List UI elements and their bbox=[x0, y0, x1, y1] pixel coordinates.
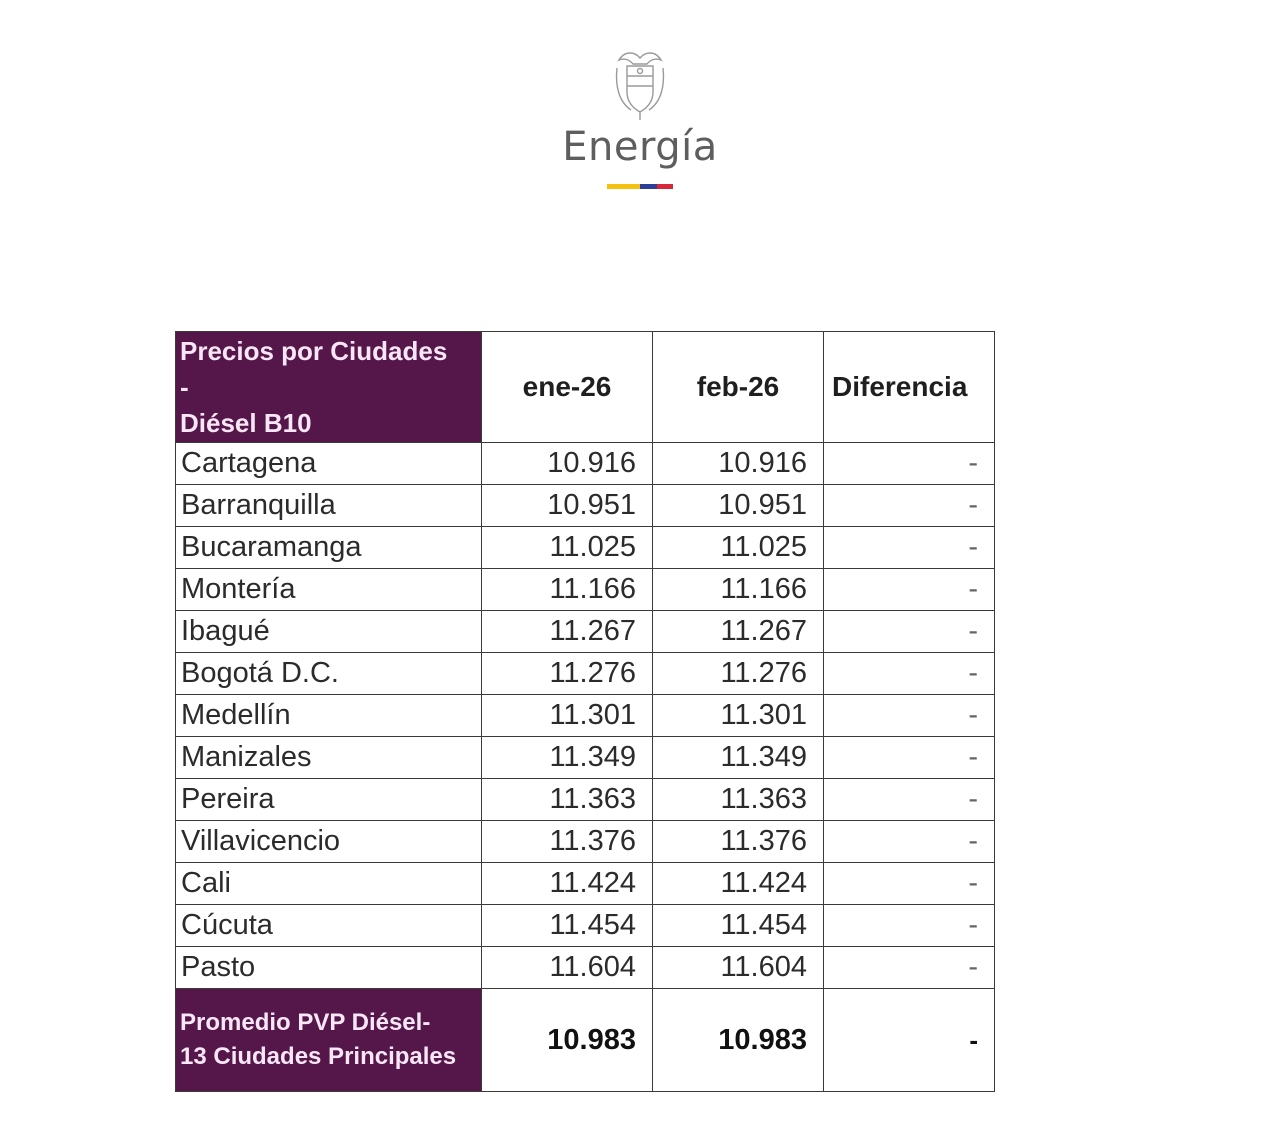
price-ene: 10.951 bbox=[482, 485, 653, 527]
price-diff: - bbox=[824, 821, 995, 863]
price-ene: 11.349 bbox=[482, 737, 653, 779]
table-row bbox=[176, 947, 995, 989]
price-diff: - bbox=[824, 695, 995, 737]
title-line-2: - bbox=[180, 372, 189, 402]
price-feb: 11.363 bbox=[653, 779, 824, 821]
diesel-price-table bbox=[175, 331, 995, 1092]
city-name: Manizales bbox=[176, 737, 482, 779]
table-row bbox=[176, 485, 995, 527]
price-diff: - bbox=[824, 863, 995, 905]
price-ene: 11.276 bbox=[482, 653, 653, 695]
table-title-cell bbox=[176, 332, 482, 443]
price-feb: 11.301 bbox=[653, 695, 824, 737]
city-name: Bogotá D.C. bbox=[176, 653, 482, 695]
table-row bbox=[176, 863, 995, 905]
price-ene: 11.454 bbox=[482, 905, 653, 947]
column-header-diferencia: Diferencia bbox=[824, 332, 995, 443]
price-ene: 10.916 bbox=[482, 443, 653, 485]
price-diff: - bbox=[824, 905, 995, 947]
flag-bar bbox=[607, 184, 673, 189]
price-ene: 11.025 bbox=[482, 527, 653, 569]
table-row bbox=[176, 905, 995, 947]
average-diff: - bbox=[824, 989, 995, 1092]
table-row bbox=[176, 611, 995, 653]
average-label-line-1: Promedio PVP Diésel- bbox=[180, 1009, 431, 1036]
table-row bbox=[176, 737, 995, 779]
price-ene: 11.424 bbox=[482, 863, 653, 905]
price-diff: - bbox=[824, 527, 995, 569]
price-feb: 11.376 bbox=[653, 821, 824, 863]
flag-red bbox=[657, 184, 674, 189]
city-name: Cali bbox=[176, 863, 482, 905]
table-row bbox=[176, 821, 995, 863]
average-label-cell bbox=[176, 989, 482, 1092]
city-name: Pasto bbox=[176, 947, 482, 989]
city-name: Ibagué bbox=[176, 611, 482, 653]
city-name: Cúcuta bbox=[176, 905, 482, 947]
price-ene: 11.376 bbox=[482, 821, 653, 863]
price-feb: 10.916 bbox=[653, 443, 824, 485]
price-feb: 11.604 bbox=[653, 947, 824, 989]
title-line-1: Precios por Ciudades bbox=[180, 336, 448, 366]
price-diff: - bbox=[824, 443, 995, 485]
price-diff: - bbox=[824, 611, 995, 653]
price-diff: - bbox=[824, 653, 995, 695]
table-row bbox=[176, 527, 995, 569]
colombia-coat-of-arms-icon bbox=[607, 46, 673, 122]
price-feb: 11.025 bbox=[653, 527, 824, 569]
price-feb: 11.424 bbox=[653, 863, 824, 905]
city-name: Barranquilla bbox=[176, 485, 482, 527]
title-line-3: Diésel B10 bbox=[180, 408, 312, 438]
table-row bbox=[176, 779, 995, 821]
price-diff: - bbox=[824, 779, 995, 821]
city-name: Bucaramanga bbox=[176, 527, 482, 569]
price-diff: - bbox=[824, 947, 995, 989]
city-name: Villavicencio bbox=[176, 821, 482, 863]
price-ene: 11.604 bbox=[482, 947, 653, 989]
price-feb: 11.276 bbox=[653, 653, 824, 695]
price-feb: 11.267 bbox=[653, 611, 824, 653]
city-name: Cartagena bbox=[176, 443, 482, 485]
price-ene: 11.363 bbox=[482, 779, 653, 821]
column-header-feb: feb-26 bbox=[653, 332, 824, 443]
price-ene: 11.166 bbox=[482, 569, 653, 611]
average-ene: 10.983 bbox=[482, 989, 653, 1092]
price-ene: 11.301 bbox=[482, 695, 653, 737]
flag-blue bbox=[640, 184, 657, 189]
price-feb: 11.166 bbox=[653, 569, 824, 611]
table-row bbox=[176, 569, 995, 611]
table-header-row bbox=[176, 332, 995, 443]
price-diff: - bbox=[824, 569, 995, 611]
price-diff: - bbox=[824, 737, 995, 779]
average-feb: 10.983 bbox=[653, 989, 824, 1092]
table-footer-row bbox=[176, 989, 995, 1092]
table-row bbox=[176, 443, 995, 485]
average-label-line-2: 13 Ciudades Principales bbox=[180, 1043, 457, 1070]
energia-logo bbox=[540, 46, 740, 189]
flag-yellow bbox=[607, 184, 640, 189]
price-feb: 11.349 bbox=[653, 737, 824, 779]
city-name: Montería bbox=[176, 569, 482, 611]
price-ene: 11.267 bbox=[482, 611, 653, 653]
table-row bbox=[176, 653, 995, 695]
column-header-ene: ene-26 bbox=[482, 332, 653, 443]
price-feb: 10.951 bbox=[653, 485, 824, 527]
table-row bbox=[176, 695, 995, 737]
city-name: Pereira bbox=[176, 779, 482, 821]
price-diff: - bbox=[824, 485, 995, 527]
price-feb: 11.454 bbox=[653, 905, 824, 947]
brand-name: Energía bbox=[562, 124, 718, 170]
city-name: Medellín bbox=[176, 695, 482, 737]
